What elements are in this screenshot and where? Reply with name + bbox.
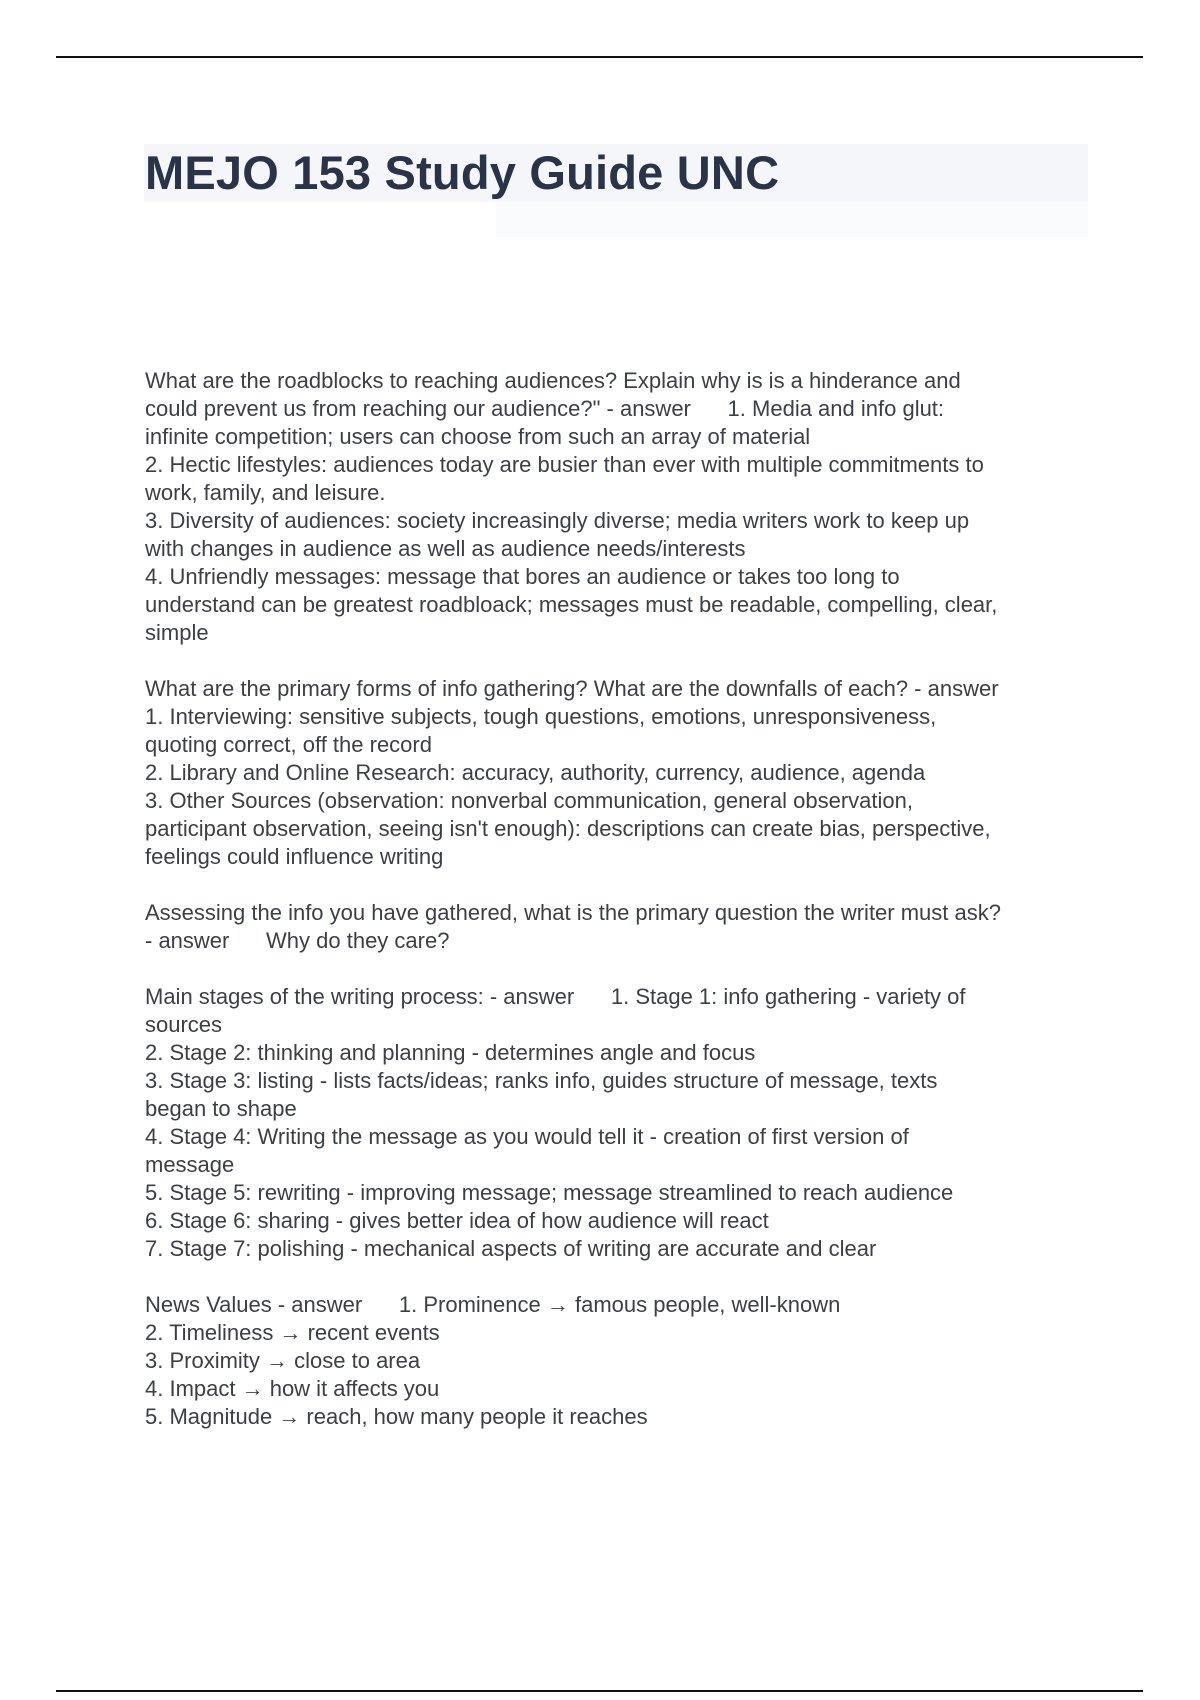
text-line: 5. Stage 5: rewriting - improving message; message streamlined to reach audience <box>145 1180 954 1205</box>
text-line: News Values - answer 1. Prominence → famous people, well-known <box>145 1292 841 1317</box>
qa-section <box>145 1291 1090 1431</box>
bottom-rule <box>56 1690 1143 1692</box>
text-line: work, family, and leisure. <box>145 480 386 505</box>
text-line: 2. Stage 2: thinking and planning - determines angle and focus <box>145 1040 756 1065</box>
text-line: sources <box>145 1012 223 1037</box>
qa-section <box>145 367 1090 647</box>
text-line: 3. Stage 3: listing - lists facts/ideas; ranks info, guides structure of message, texts <box>145 1068 938 1093</box>
text-line: Main stages of the writing process: - answer 1. Stage 1: info gathering - variety of <box>145 984 966 1009</box>
text-line: Assessing the info you have gathered, what is the primary question the writer must ask? <box>145 900 1001 925</box>
text-line: with changes in audience as well as audience needs/interests <box>145 536 746 561</box>
text-line: simple <box>145 620 209 645</box>
text-line: What are the roadblocks to reaching audiences? Explain why is is a hinderance and <box>145 368 961 393</box>
page-title: MEJO 153 Study Guide UNC <box>145 146 780 199</box>
text-line: What are the primary forms of info gathering? What are the downfalls of each? - answer <box>145 676 999 701</box>
text-line: could prevent us from reaching our audience?" - answer 1. Media and info glut: <box>145 396 945 421</box>
study-guide-content <box>145 367 1090 1459</box>
text-line: - answer Why do they care? <box>145 928 450 953</box>
text-line: quoting correct, off the record <box>145 732 432 757</box>
text-line: 4. Stage 4: Writing the message as you would tell it - creation of first version of <box>145 1124 909 1149</box>
title-highlight-fade <box>496 202 1088 238</box>
text-line: 7. Stage 7: polishing - mechanical aspects of writing are accurate and clear <box>145 1236 877 1261</box>
text-line: 2. Library and Online Research: accuracy, authority, currency, audience, agenda <box>145 760 926 785</box>
text-line: 4. Impact → how it affects you <box>145 1376 440 1401</box>
qa-section <box>145 983 1090 1263</box>
text-line: 3. Proximity → close to area <box>145 1348 421 1373</box>
text-line: 3. Diversity of audiences: society increasingly diverse; media writers work to keep up <box>145 508 970 533</box>
text-line: message <box>145 1152 235 1177</box>
text-line: 1. Interviewing: sensitive subjects, tough questions, emotions, unresponsiveness, <box>145 704 937 729</box>
text-line: 2. Timeliness → recent events <box>145 1320 440 1345</box>
text-line: began to shape <box>145 1096 297 1121</box>
text-line: 2. Hectic lifestyles: audiences today are busier than ever with multiple commitments to <box>145 452 984 477</box>
text-line: understand can be greatest roadbloack; messages must be readable, compelling, clear, <box>145 592 998 617</box>
text-line: 6. Stage 6: sharing - gives better idea of how audience will react <box>145 1208 769 1233</box>
text-line: 3. Other Sources (observation: nonverbal communication, general observation, <box>145 788 913 813</box>
qa-section <box>145 899 1090 955</box>
text-line: participant observation, seeing isn't enough): descriptions can create bias, perspective, <box>145 816 991 841</box>
text-line: 4. Unfriendly messages: message that bores an audience or takes too long to <box>145 564 900 589</box>
text-line: 5. Magnitude → reach, how many people it reaches <box>145 1404 648 1429</box>
text-line: feelings could influence writing <box>145 844 444 869</box>
text-line: infinite competition; users can choose from such an array of material <box>145 424 811 449</box>
top-rule <box>56 56 1143 58</box>
qa-section <box>145 675 1090 871</box>
